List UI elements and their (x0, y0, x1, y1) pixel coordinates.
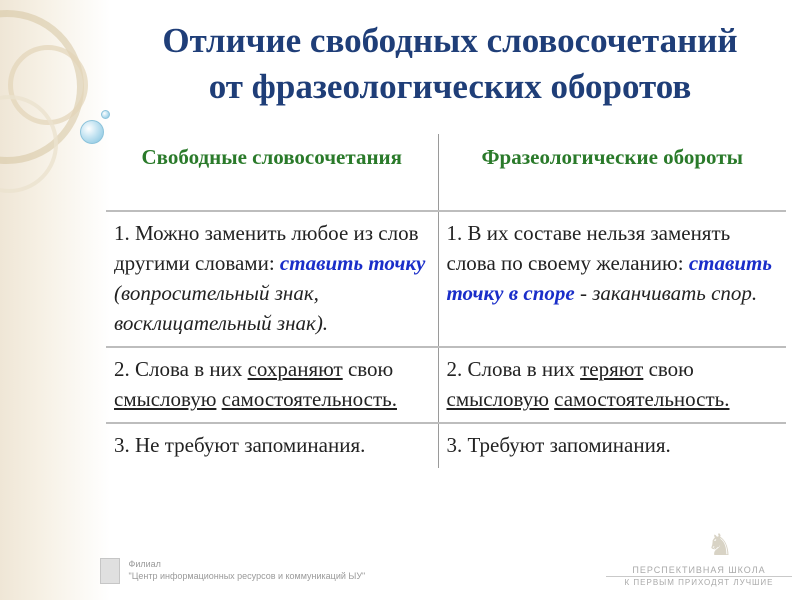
footer-credit (100, 558, 420, 584)
underlined-word: самостоятельность. (221, 387, 397, 411)
column-header-phraseological: Фразеологические обороты (438, 134, 786, 211)
title-line: Отличие свободных словосочетаний (162, 21, 738, 60)
table-cell: 3. Требуют запоминания. (446, 433, 671, 457)
table-row (106, 211, 786, 347)
title-line: от фразеологических оборотов (208, 67, 692, 106)
decorative-bubble (80, 120, 104, 144)
table-cell (438, 347, 786, 423)
underlined-word: теряют (580, 357, 644, 381)
example-phrase: ставить точку в споре (446, 251, 772, 305)
column-header-free: Свободные словосочетания (106, 134, 438, 211)
footer-line: "Центр информационных ресурсов и коммуникаций ЫУ" (128, 571, 366, 581)
cell-text: 1. В их составе нельзя заменять слова по своему желанию: (446, 221, 731, 275)
table-header-row (106, 134, 786, 211)
underlined-word: сохраняют (247, 357, 343, 381)
example-meaning: заканчивать спор. (592, 281, 758, 305)
school-mascot-icon: ♞ (706, 528, 734, 563)
example-note: (вопросительный знак, восклицательный знак). (114, 281, 329, 335)
table-row (106, 423, 786, 468)
document-icon (100, 558, 120, 584)
table-cell (106, 211, 438, 347)
table-cell (438, 211, 786, 347)
underlined-word: смысловую (114, 387, 217, 411)
table-cell: 3. Не требуют запоминания. (106, 423, 438, 468)
logo-line: ПЕРСПЕКТИВНАЯ ШКОЛА (606, 565, 792, 577)
example-phrase: ставить точку (279, 251, 426, 275)
footer-line: Филиал (128, 559, 161, 569)
cell-text: 2. Слова в них (114, 357, 243, 381)
dash-separator: - (574, 281, 593, 305)
table-cell (106, 347, 438, 423)
slide-title (110, 18, 790, 110)
cell-text: свою (648, 357, 694, 381)
cell-text: 1. Можно заменить любое из слов другими словами: (114, 221, 419, 275)
comparison-table (106, 134, 786, 468)
cell-text: 2. Слова в них (446, 357, 575, 381)
underlined-word: самостоятельность. (554, 387, 730, 411)
cell-text: свою (347, 357, 394, 381)
decorative-bubble (101, 110, 110, 119)
table-row (106, 347, 786, 423)
underlined-word: смысловую (446, 387, 549, 411)
logo-line: К ПЕРВЫМ ПРИХОДЯТ ЛУЧШИЕ (624, 578, 774, 587)
school-logo (606, 565, 792, 588)
